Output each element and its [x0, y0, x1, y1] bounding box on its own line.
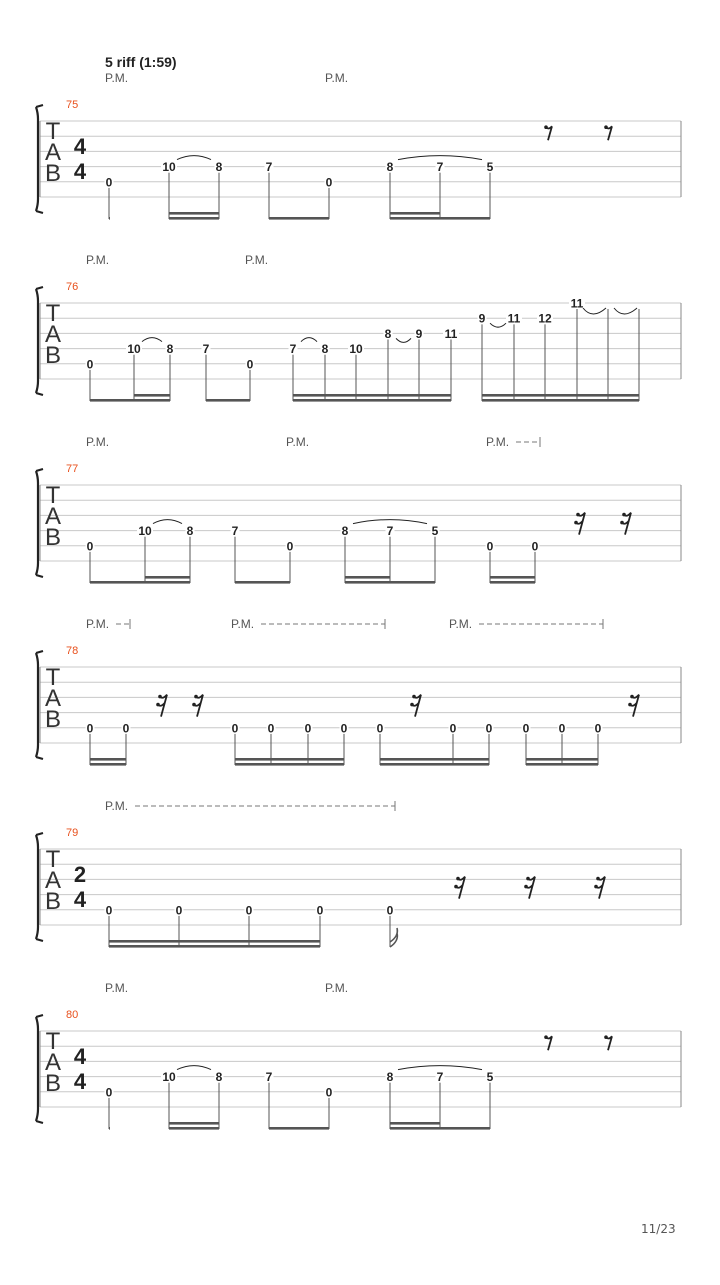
rest-dot [456, 877, 460, 881]
time-signature-top: 4 [73, 134, 87, 159]
fret-number: 7 [265, 160, 273, 175]
rest-dot [194, 695, 198, 699]
measure-number: 80 [66, 1009, 79, 1021]
tie-arc [490, 323, 506, 327]
fret-number: 7 [289, 342, 297, 357]
fret-number: 12 [538, 311, 552, 326]
tie-arc [398, 1066, 482, 1070]
tab-clef-letter: B [44, 342, 62, 369]
beam-primary [269, 1127, 329, 1130]
tie-arc [177, 156, 211, 160]
rest-dot [604, 125, 608, 129]
measure-number: 79 [66, 827, 79, 839]
fret-number: 5 [431, 524, 439, 539]
palm-mute-label: P.M. [86, 253, 110, 267]
measure-number: 76 [66, 281, 79, 293]
palm-mute-label: P.M. [86, 617, 110, 631]
palm-mute-label: P.M. [286, 435, 310, 449]
fret-number: 7 [436, 160, 444, 175]
tab-clef-letter: T [45, 300, 61, 327]
fret-number: 8 [166, 342, 174, 357]
fret-number: 10 [162, 160, 176, 175]
fret-number: 0 [558, 721, 566, 736]
tab-clef-letter: T [45, 118, 61, 145]
fret-number: 0 [486, 539, 494, 554]
tie-arc [177, 1066, 211, 1070]
rest-dot [524, 885, 528, 889]
fret-number: 0 [340, 721, 348, 736]
palm-mute-label: P.M. [105, 981, 129, 995]
measure-number: 78 [66, 645, 79, 657]
fret-number: 0 [122, 721, 130, 736]
rest-dot [620, 521, 624, 525]
fret-number: 0 [231, 721, 239, 736]
tie-arc [398, 156, 482, 160]
fret-number: 0 [594, 721, 602, 736]
fret-number: 0 [316, 903, 324, 918]
fret-number: 0 [86, 357, 94, 372]
tab-system-79 [36, 799, 681, 948]
beam-primary [90, 763, 126, 766]
tab-clef-letter: A [44, 1049, 62, 1076]
rest-dot [156, 703, 160, 707]
fret-number: 0 [267, 721, 275, 736]
beam-secondary [490, 576, 535, 579]
tie-arc [153, 520, 182, 524]
rest-dot [412, 695, 416, 699]
rest-dot [622, 513, 626, 517]
fret-number: 10 [127, 342, 141, 357]
beam-secondary [109, 940, 320, 943]
time-signature-top: 4 [73, 1044, 87, 1069]
tab-system-80 [36, 981, 681, 1130]
beam-primary [269, 217, 329, 220]
fret-number: 0 [105, 1085, 113, 1100]
rest-dot [410, 703, 414, 707]
fret-number: 8 [341, 524, 349, 539]
beam-primary [380, 763, 489, 766]
fret-number: 8 [321, 342, 329, 357]
palm-mute-label: P.M. [325, 981, 349, 995]
fret-number: 9 [415, 326, 423, 341]
fret-number: 0 [485, 721, 493, 736]
beam-secondary [169, 212, 219, 215]
fret-number: 0 [245, 903, 253, 918]
beam-primary [169, 217, 219, 220]
measure-number: 75 [66, 99, 79, 111]
fret-number: 9 [478, 311, 486, 326]
beam-primary [206, 399, 250, 402]
fret-number: 8 [386, 1070, 394, 1085]
tie-arc [614, 308, 637, 314]
beam-secondary [526, 758, 598, 761]
tie-arc [583, 308, 606, 314]
tie-arc [353, 520, 427, 524]
beam-primary [526, 763, 598, 766]
rest-dot [604, 1035, 608, 1039]
fret-number: 0 [386, 903, 394, 918]
tab-clef-letter: B [44, 524, 62, 551]
beam-secondary [293, 394, 451, 397]
fret-number: 0 [325, 1085, 333, 1100]
rest-dot [192, 703, 196, 707]
tab-clef-letter: B [44, 160, 62, 187]
time-signature-bottom: 4 [73, 159, 87, 184]
time-signature-top: 2 [73, 862, 87, 887]
beam-secondary [380, 758, 489, 761]
tab-clef-letter: T [45, 1028, 61, 1055]
measure-number: 77 [66, 463, 79, 475]
fret-number: 0 [376, 721, 384, 736]
tab-system-77 [36, 435, 681, 584]
beam-primary [235, 763, 344, 766]
tab-clef-letter: B [44, 888, 62, 915]
fret-number: 7 [265, 1070, 273, 1085]
beam-secondary [145, 576, 190, 579]
section-title: 5 riff (1:59) [105, 54, 177, 70]
fret-number: 7 [202, 342, 210, 357]
fret-number: 8 [386, 160, 394, 175]
palm-mute-label: P.M. [86, 435, 110, 449]
fret-number: 0 [531, 539, 539, 554]
fret-number: 10 [349, 342, 363, 357]
tab-clef-letter: B [44, 1070, 62, 1097]
beam-primary [109, 945, 320, 948]
fret-number: 8 [384, 326, 392, 341]
beam-primary [345, 581, 435, 584]
beam-secondary [345, 576, 390, 579]
tab-clef-letter: A [44, 321, 62, 348]
fret-number: 0 [522, 721, 530, 736]
rest-dot [630, 695, 634, 699]
beam-primary [109, 217, 110, 220]
tab-clef-letter: A [44, 503, 62, 530]
beam-secondary [235, 758, 344, 761]
beam-secondary [390, 212, 440, 215]
rest-dot [628, 703, 632, 707]
fret-number: 0 [325, 175, 333, 190]
beam-primary [490, 581, 535, 584]
fret-number: 7 [436, 1070, 444, 1085]
beam-secondary [169, 1122, 219, 1125]
tab-clef-letter: T [45, 482, 61, 509]
time-signature-bottom: 4 [73, 1069, 87, 1094]
fret-number: 0 [105, 903, 113, 918]
tab-clef-letter: A [44, 685, 62, 712]
palm-mute-label: P.M. [105, 71, 129, 85]
tab-system-78 [36, 617, 681, 766]
tie-arc [396, 338, 411, 342]
beam-primary [109, 1127, 110, 1130]
tab-system-75 [36, 71, 681, 220]
rest-dot [454, 885, 458, 889]
palm-mute-label: P.M. [325, 71, 349, 85]
beam-primary [169, 1127, 219, 1130]
palm-mute-label: P.M. [231, 617, 255, 631]
fret-number: 7 [386, 524, 394, 539]
page-number: 11/23 [641, 1222, 676, 1236]
rest-dot [574, 521, 578, 525]
palm-mute-label: P.M. [105, 799, 129, 813]
beam-primary [390, 1127, 490, 1130]
tab-clef-letter: B [44, 706, 62, 733]
beam-secondary [90, 758, 126, 761]
fret-number: 0 [86, 721, 94, 736]
beam-secondary [134, 394, 170, 397]
fret-number: 7 [231, 524, 239, 539]
fret-number: 11 [507, 311, 521, 326]
fret-number: 10 [162, 1070, 176, 1085]
rest-dot [158, 695, 162, 699]
fret-number: 8 [186, 524, 194, 539]
fret-number: 5 [486, 1070, 494, 1085]
time-signature-bottom: 4 [73, 887, 87, 912]
beam-primary [235, 581, 290, 584]
fret-number: 10 [138, 524, 152, 539]
note-flag [390, 928, 397, 947]
fret-number: 0 [246, 357, 254, 372]
fret-number: 8 [215, 1070, 223, 1085]
fret-number: 0 [105, 175, 113, 190]
fret-number: 5 [486, 160, 494, 175]
fret-number: 8 [215, 160, 223, 175]
rest-dot [544, 1035, 548, 1039]
palm-mute-label: P.M. [486, 435, 510, 449]
tab-clef-letter: T [45, 846, 61, 873]
tab-clef-letter: T [45, 664, 61, 691]
tie-arc [142, 338, 162, 342]
beam-secondary [482, 394, 639, 397]
palm-mute-label: P.M. [245, 253, 269, 267]
rest-dot [596, 877, 600, 881]
fret-number: 0 [175, 903, 183, 918]
tab-clef-letter: A [44, 867, 62, 894]
beam-primary [293, 399, 451, 402]
rest-dot [594, 885, 598, 889]
palm-mute-label: P.M. [449, 617, 473, 631]
tab-system-76 [36, 253, 681, 402]
beam-primary [90, 399, 170, 402]
beam-primary [390, 217, 490, 220]
rest-dot [576, 513, 580, 517]
fret-number: 0 [86, 539, 94, 554]
beam-primary [482, 399, 639, 402]
beam-primary [90, 581, 190, 584]
tie-arc [301, 338, 317, 342]
fret-number: 0 [304, 721, 312, 736]
rest-dot [526, 877, 530, 881]
fret-number: 11 [444, 326, 458, 341]
fret-number: 0 [449, 721, 457, 736]
fret-number: 11 [570, 296, 584, 311]
tab-clef-letter: A [44, 139, 62, 166]
beam-secondary [390, 1122, 440, 1125]
fret-number: 0 [286, 539, 294, 554]
rest-dot [544, 125, 548, 129]
